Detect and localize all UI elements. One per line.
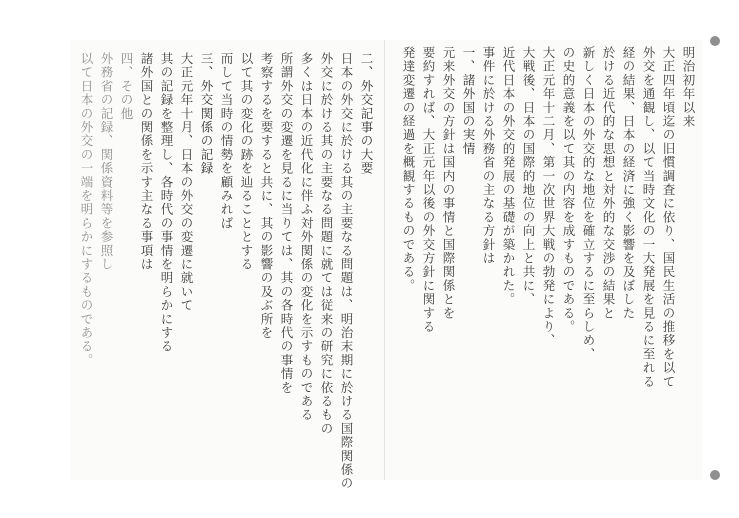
manuscript-line: 諸外国との関係を示す主なる事項は: [139, 52, 154, 272]
manuscript-sheet: [70, 40, 702, 491]
page-fold-line: [384, 40, 385, 480]
manuscript-line: 大正元年十月、日本の外交の変遷に就いて: [179, 52, 194, 313]
section-heading: 二、外交記事の大要: [359, 52, 374, 176]
right-page: [392, 40, 702, 480]
section-heading: 一、諸外国の実情: [461, 46, 476, 156]
manuscript-line: 発達変遷の経過を概観するものである。: [401, 46, 416, 293]
manuscript-line: 要約すれば、大正元年以後の外交方針に関する: [421, 46, 436, 334]
manuscript-line: 其の記録を整理し、各時代の事情を明らかにする: [159, 52, 174, 354]
manuscript-line: 新しく日本の外交的な地位を確立するに至らしめ、: [581, 46, 596, 362]
section-heading: 三、外交関係の記録: [199, 52, 214, 176]
manuscript-line: 外交に於ける其の主要なる問題に就ては従来の研究に依るもの: [319, 52, 334, 436]
manuscript-line: 元来外交の方針は国内の事情と国際関係とを: [441, 46, 456, 320]
manuscript-line: 考察するを要すると共に、其の影響の及ぶ所を: [259, 52, 274, 340]
manuscript-line: 而して当時の情勢を顧みれば: [219, 52, 234, 231]
manuscript-line: 大正四年頃迄の旧慣調査に依り、国民生活の推移を以て: [661, 46, 676, 389]
manuscript-line: 経の結果、日本の経済に強く影響を及ぼした: [621, 46, 636, 320]
manuscript-line: 外務省の記録、関係資料等を参照し: [99, 52, 114, 272]
manuscript-line: 事件に於ける外務省の主なる方針は: [481, 46, 496, 266]
left-page: [70, 40, 380, 491]
manuscript-line: の史的意義を以て其の内容を成すものである。: [561, 46, 576, 334]
manuscript-line: 所謂外交の変遷を見るに当りては、其の各時代の事情を: [279, 52, 294, 395]
manuscript-line: 日本の外交に於ける其の主要なる問題は、明治末期に於ける国際関係の: [339, 52, 354, 491]
section-heading: 四、その他: [119, 52, 134, 121]
manuscript-line: 近代日本の外交的発展の基礎が築かれた。: [501, 46, 516, 307]
manuscript-line: 明治初年以来: [681, 46, 696, 129]
binding-hole-mark: [710, 470, 720, 480]
manuscript-line: 於ける近代的な思想と対外的な交渉の結果と: [601, 46, 616, 320]
manuscript-line: 以て日本の外交の一端を明らかにするものである。: [79, 52, 94, 368]
manuscript-line: 多くは日本の近代化に伴ふ対外関係の変化を示すものである: [299, 52, 314, 422]
manuscript-line: 以て其の変化の跡を辿ることとする: [239, 52, 254, 272]
manuscript-line: 大戦後、日本の国際的地位の向上と共に、: [521, 46, 536, 307]
manuscript-line: 外交を通観し、以て当時文化の一大発展を見るに至れる: [641, 46, 656, 389]
manuscript-line: 大正元年十二月、第一次世界大戦の勃発により、: [541, 46, 556, 348]
binding-hole-mark: [710, 36, 720, 46]
